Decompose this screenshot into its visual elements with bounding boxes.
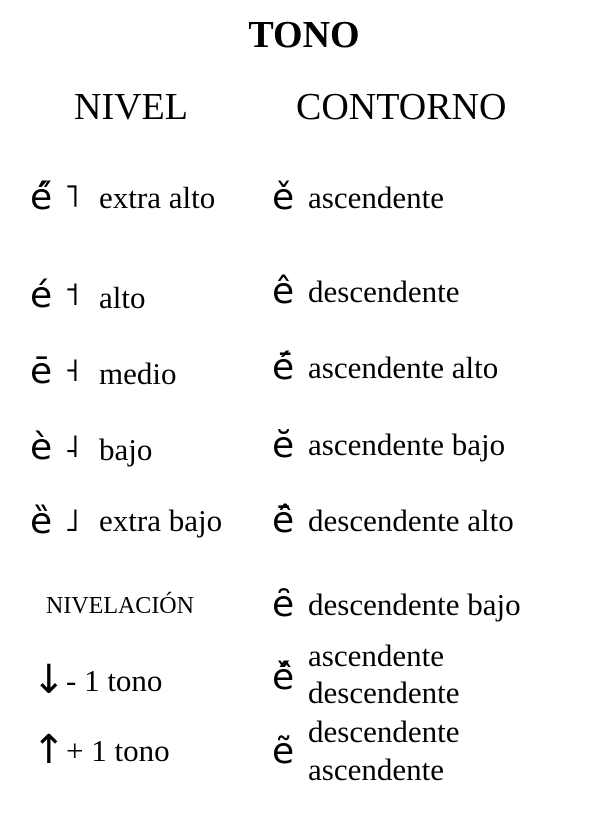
tone-letter-icon: ˧ <box>64 351 80 389</box>
tone-letter-icon: ˥ <box>64 177 80 215</box>
contour-symbol: ẽ <box>272 731 295 772</box>
page-title: TONO <box>248 14 360 56</box>
contour-label-line2: ascendente <box>308 752 444 787</box>
contour-symbol: ȇ <box>272 584 295 625</box>
level-label: alto <box>99 280 146 315</box>
contour-symbol: ĕ <box>272 425 295 466</box>
leveling-label: - 1 tono <box>66 663 163 698</box>
contour-label: descendente <box>308 274 460 309</box>
up-arrow-icon: ↑ <box>32 727 66 773</box>
contour-header: CONTORNO <box>296 86 507 128</box>
contour-label: ascendente bajo <box>308 427 506 462</box>
contour-label: descendente bajo <box>308 587 521 622</box>
tone-letter-icon: ˨ <box>64 427 80 465</box>
contour-symbol: ê <box>272 271 295 312</box>
leveling-heading: NIVELACIÓN <box>46 593 194 619</box>
level-symbol: è <box>30 427 53 468</box>
contour-label: descendente alto <box>308 503 514 538</box>
level-symbol: é <box>30 275 53 316</box>
level-symbol: ȅ <box>30 501 53 542</box>
contour-label: ascendente <box>308 180 444 215</box>
level-label: bajo <box>99 432 153 467</box>
contour-symbol: ē̂ <box>272 500 295 541</box>
leveling-label: + 1 tono <box>66 733 170 768</box>
level-symbol: é̋ <box>30 177 53 218</box>
contour-label-line1: ascendente <box>308 638 444 673</box>
level-label: extra alto <box>99 180 216 215</box>
contour-label-line2: descendente <box>308 675 460 710</box>
contour-label: ascendente alto <box>308 350 499 385</box>
contour-symbol: ě <box>272 177 295 218</box>
level-label: extra bajo <box>99 503 223 538</box>
level-label: medio <box>99 356 177 391</box>
tone-letter-icon: ˩ <box>64 501 80 539</box>
contour-label-line1: descendente <box>308 714 460 749</box>
down-arrow-icon: ↓ <box>32 657 66 703</box>
tone-letter-icon: ˦ <box>64 275 80 313</box>
contour-symbol: é̄ <box>272 347 295 388</box>
level-symbol: ē <box>30 351 53 392</box>
level-header: NIVEL <box>74 86 188 128</box>
contour-symbol: ě̂ <box>272 657 295 698</box>
